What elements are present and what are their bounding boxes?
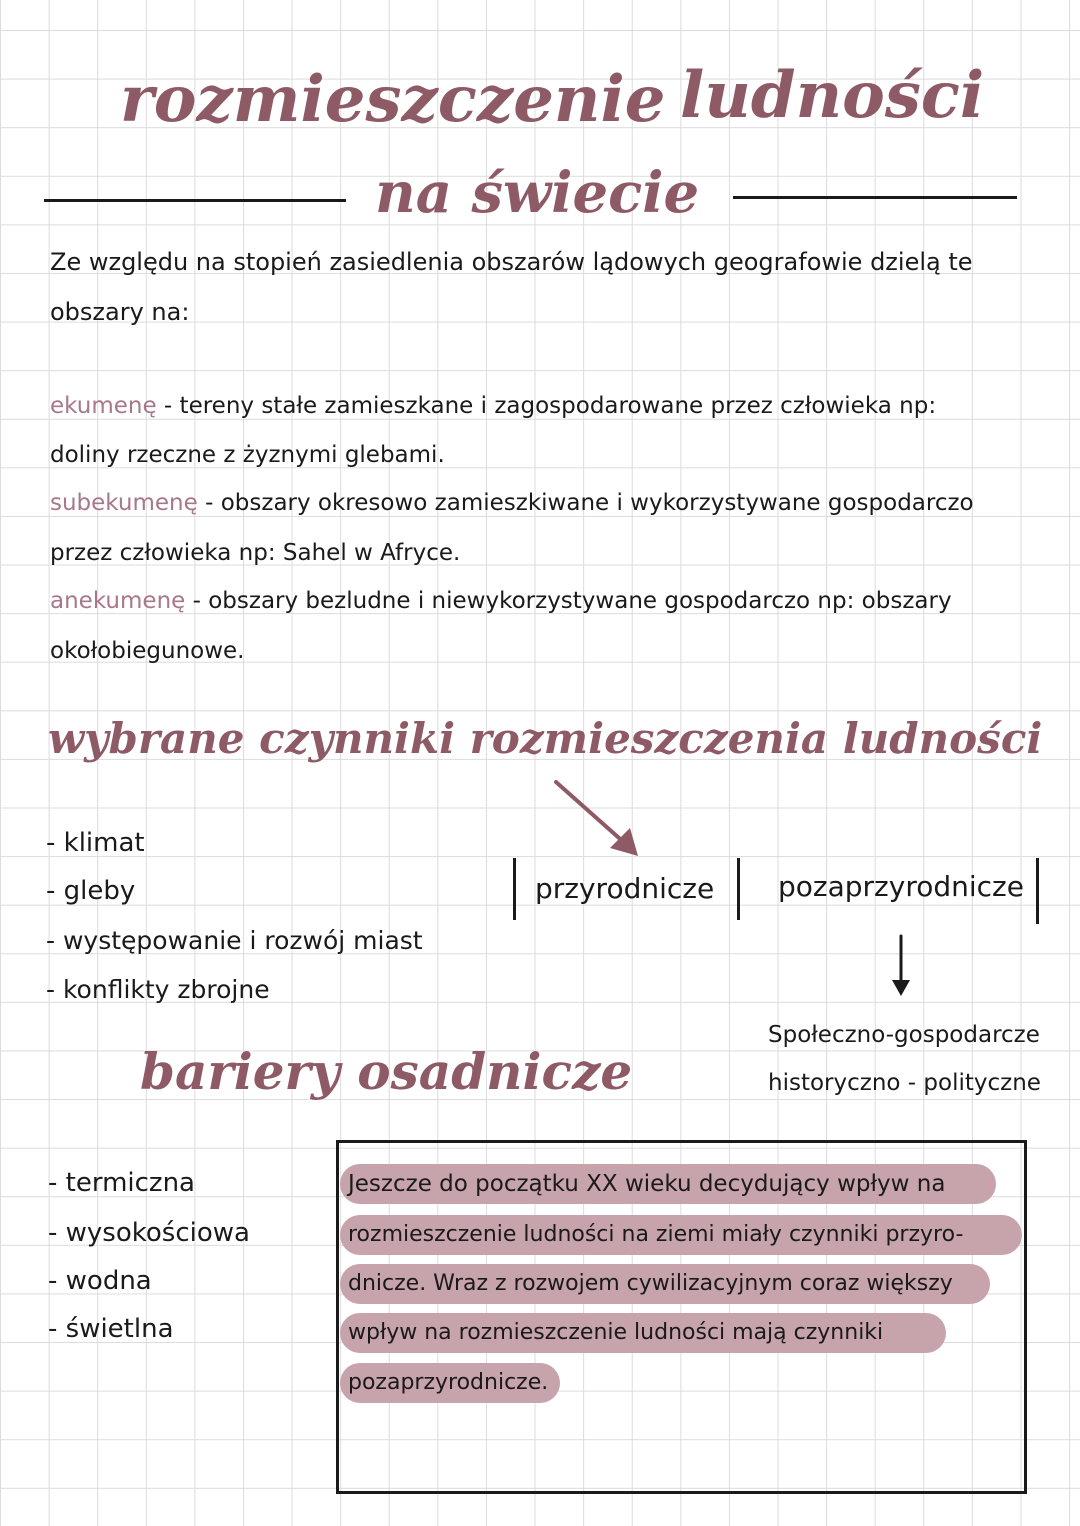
title-ludnosci: ludności bbox=[680, 58, 985, 133]
divider-bar bbox=[737, 858, 740, 920]
barrier-item: - wysokościowa bbox=[48, 1218, 250, 1248]
definition-anekumena-line-1 bbox=[50, 588, 952, 614]
definition-text: - tereny stałe zamieszkane i zagospodarowane przez człowieka np: bbox=[156, 393, 937, 419]
factors-heading: wybrane czynniki rozmieszczenia ludności bbox=[48, 714, 1043, 763]
natural-factors-label: przyrodnicze bbox=[535, 872, 715, 905]
definition-ekumena-line-1 bbox=[50, 393, 936, 419]
barriers-heading: bariery osadnicze bbox=[140, 1042, 633, 1101]
definition-anekumena-line-2: okołobiegunowe. bbox=[50, 638, 245, 664]
factor-item: - gleby bbox=[46, 876, 136, 906]
title-rozmieszczenie: rozmieszczenie bbox=[120, 62, 666, 137]
definition-text: - obszary bezludne i niewykorzystywane gospodarczo np: obszary bbox=[185, 588, 952, 614]
note-line: rozmieszczenie ludności na ziemi miały czynniki przyro- bbox=[340, 1215, 1022, 1255]
definition-subekumena-line-2: przez człowieka np: Sahel w Afryce. bbox=[50, 540, 461, 566]
note-line: pozaprzyrodnicze. bbox=[340, 1363, 560, 1403]
divider-bar bbox=[1036, 858, 1039, 924]
note-line: wpływ na rozmieszczenie ludności mają czynniki bbox=[340, 1313, 946, 1353]
note-line: dnicze. Wraz z rozwojem cywilizacyjnym coraz większy bbox=[340, 1264, 990, 1304]
factor-item: - klimat bbox=[46, 828, 145, 858]
title-rule-right bbox=[733, 196, 1017, 199]
title-rule-left bbox=[44, 199, 346, 202]
intro-line-1: Ze względu na stopień zasiedlenia obszarów lądowych geografowie dzielą te bbox=[50, 248, 973, 276]
term-anekumena: anekumenę bbox=[50, 588, 186, 614]
subtype-social-economic: Społeczno-gospodarcze bbox=[768, 1022, 1040, 1048]
factor-item: - konflikty zbrojne bbox=[46, 975, 270, 1004]
barrier-item: - świetlna bbox=[48, 1314, 174, 1344]
nonnatural-factors-label: pozaprzyrodnicze bbox=[778, 870, 1024, 903]
title-na-swiecie: na świecie bbox=[375, 160, 700, 226]
arrow-to-natural-icon bbox=[550, 776, 650, 862]
definition-ekumena-line-2: doliny rzeczne z żyznymi glebami. bbox=[50, 442, 445, 468]
definition-subekumena-line-1 bbox=[50, 490, 974, 516]
barrier-item: - termiczna bbox=[48, 1168, 195, 1198]
factor-item: - występowanie i rozwój miast bbox=[46, 926, 423, 955]
term-subekumena: subekumenę bbox=[50, 490, 198, 516]
term-ekumena: ekumenę bbox=[50, 393, 157, 419]
note-line: Jeszcze do początku XX wieku decydujący wpływ na bbox=[340, 1164, 996, 1204]
divider-bar bbox=[513, 858, 516, 920]
barrier-item: - wodna bbox=[48, 1266, 152, 1296]
definition-text: - obszary okresowo zamieszkiwane i wykorzystywane gospodarczo bbox=[197, 490, 974, 516]
subtype-historical-political: historyczno - polityczne bbox=[768, 1070, 1041, 1096]
arrow-down-icon bbox=[888, 934, 914, 998]
intro-line-2: obszary na: bbox=[50, 298, 190, 326]
